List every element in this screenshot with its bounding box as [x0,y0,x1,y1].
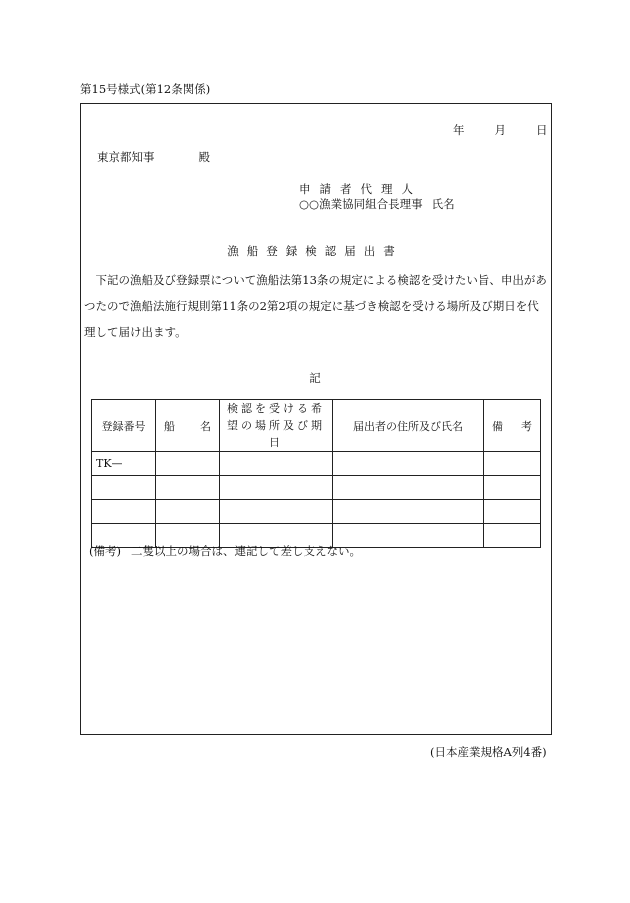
table-row [92,452,541,476]
table-cell [92,500,156,524]
header-vessel-name: 船名 [156,400,220,452]
applicant-organization: ○○漁業協同組合長理事 [299,197,423,211]
document-title: 漁船登録検認届出書 [227,244,403,258]
table-cell [220,476,333,500]
applicant-name-label: 氏名 [431,197,455,211]
date-row [453,122,548,138]
table-header-row [92,400,541,452]
table-cell [484,476,541,500]
form-number: 第15号様式(第12条関係) [80,82,211,96]
remark-label: (備考) [89,544,121,558]
addressee [97,149,210,165]
header-remarks: 備考 [484,400,541,452]
ki-heading: 記 [309,371,321,385]
table-cell [333,500,484,524]
header-applicant-address-name: 届出者の住所及び氏名 [333,400,484,452]
paper-standard: (日本産業規格A列4番) [430,745,547,759]
body-paragraph: 下記の漁船及び登録票について漁船法第13条の規定による検認を受けたい旨、申出があつたので漁船法施行規則第11条の2第2項の規定に基づき検認を受ける場所及び期日を代理して届け出ます。 [84,273,547,339]
table-cell [92,476,156,500]
table-cell [484,500,541,524]
table-cell [333,476,484,500]
table-cell [484,524,541,548]
applicant-role: 申請者代理人 [299,182,422,196]
table-cell [220,500,333,524]
table-cell [156,476,220,500]
table-cell [484,452,541,476]
table-row [92,500,541,524]
table-cell [156,452,220,476]
addressee-name: 東京都知事 [97,150,155,164]
month-label: 月 [494,123,506,137]
table-cell [333,452,484,476]
remark-text: 二隻以上の場合は、連記して差し支えない。 [130,544,361,558]
vessel-table [91,399,541,548]
table-cell [156,500,220,524]
addressee-honorific: 殿 [198,150,210,164]
table-cell: TK— [92,452,156,476]
day-label: 日 [536,123,548,137]
remark [89,543,361,559]
table-row [92,476,541,500]
header-inspection-place-date: 検認を受ける希望の場所及び期日 [220,400,333,452]
year-label: 年 [453,123,465,137]
table-cell [220,452,333,476]
applicant-signature-line [299,196,455,212]
header-registration-number: 登録番号 [92,400,156,452]
